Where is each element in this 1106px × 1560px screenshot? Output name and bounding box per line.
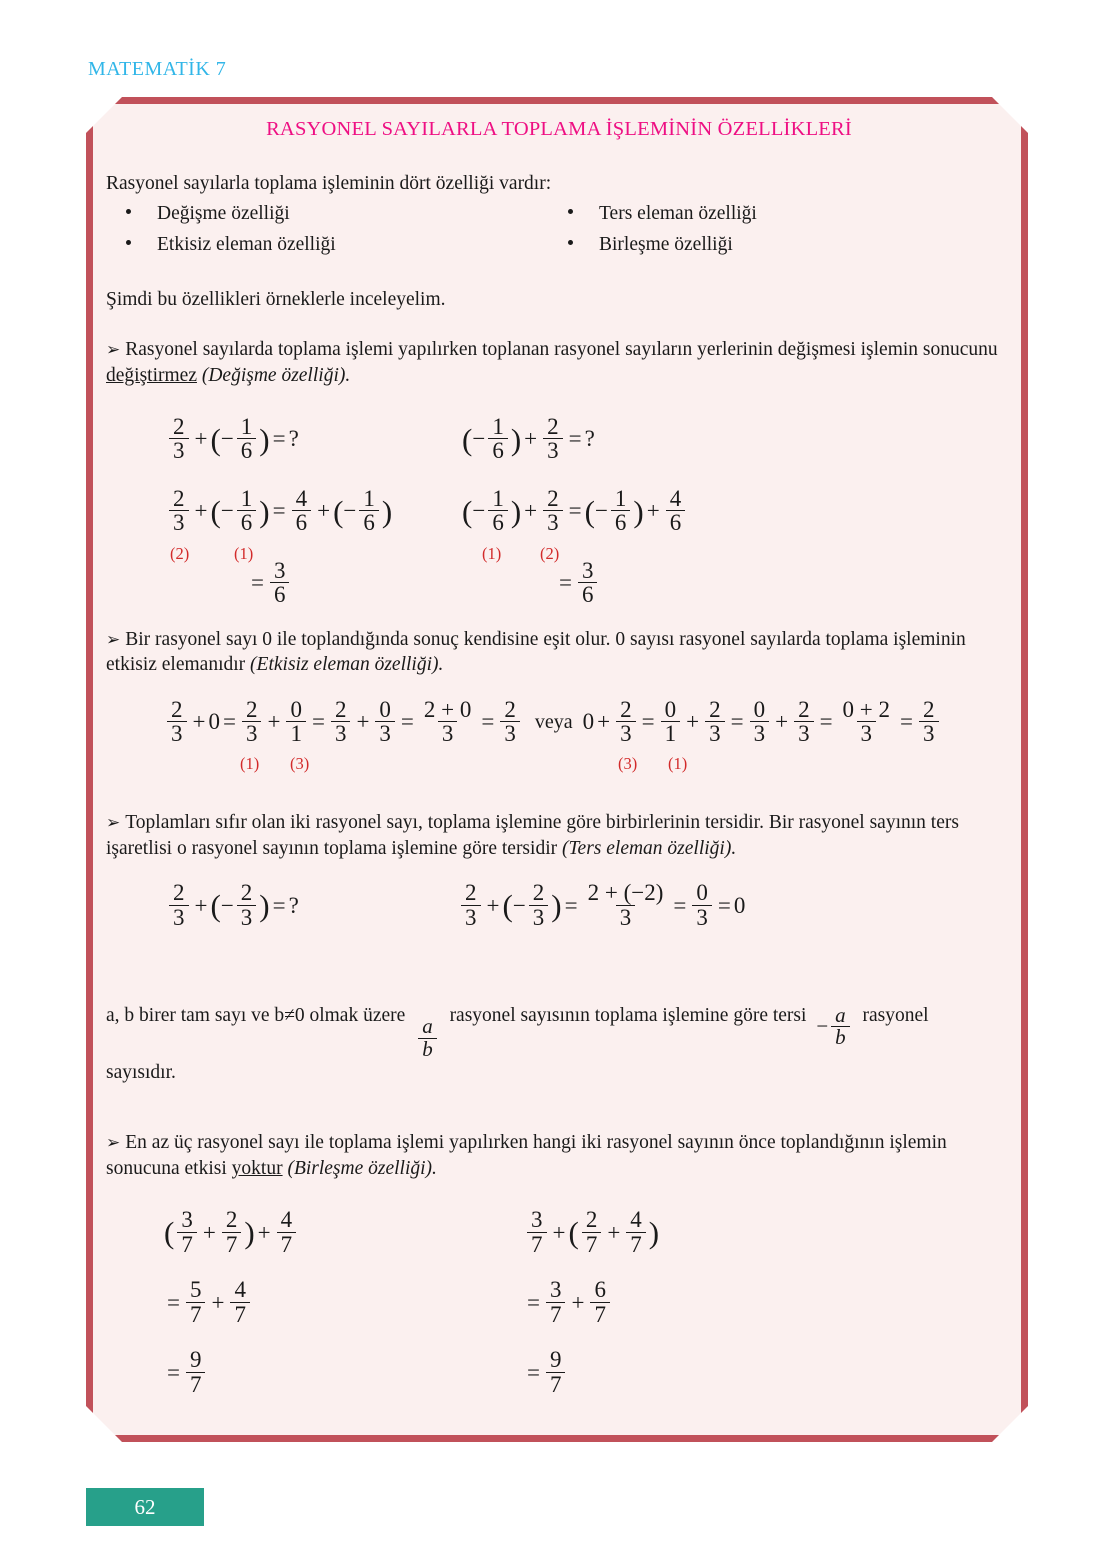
operator-plus: + [194,892,208,918]
operator-plus: + [524,425,538,451]
frac-num: 2 [620,696,632,722]
frac-num: 2 [245,696,258,722]
equation-associative-right-3 [524,1348,568,1396]
step-marker: (1) [668,753,688,773]
ab-rule-part4: sayısıdır. [106,1062,176,1084]
frac-den: 7 [186,1372,206,1396]
ab-rule-part1: a, b birer tam sayı ve b≠0 olmak üzere [106,1005,406,1027]
operator-plus: + [202,1219,216,1245]
list-item [126,234,336,256]
frac-den: b [831,1026,850,1048]
step-marker: (1) [482,543,502,563]
operator-equals: = [559,569,572,595]
frac-den: b [418,1038,437,1060]
equation-identity-left [164,698,942,746]
ab-rule-paragraph [106,1003,1012,1086]
equation-commutative-right-3 [556,559,600,607]
equation-commutative-left-3 [248,559,292,607]
frac-num: 2 [173,485,185,511]
section-2-tag: (Etkisiz eleman özelliği). [250,654,444,676]
list-item-label: Birleşme özelliği [599,234,733,256]
operator-equals: = [167,1289,180,1315]
list-item-label: Ters eleman özelliği [599,203,757,225]
operator-plus: + [257,1219,271,1245]
list-item [568,203,757,225]
frac-den: 6 [611,510,631,534]
frac-den: 7 [177,1232,197,1256]
question-mark: ? [288,425,299,451]
operator-equals: = [568,425,582,451]
frac-den: 3 [237,905,257,929]
equation-inverse-left [166,881,299,929]
paren-right: ) [648,1215,660,1251]
section-3-tag: (Ters eleman özelliği). [561,837,737,859]
operator-minus: − [594,497,608,523]
equation-associative-right-2 [524,1278,613,1326]
equation-associative-left-1 [164,1208,299,1256]
frac-den: 3 [461,905,481,929]
operator-equals: = [564,892,578,918]
frac-num: 4 [669,485,682,511]
frac-num: 2 [225,1207,238,1233]
frac-num: 3 [581,557,594,583]
frac-num: 2 [547,485,559,511]
step-marker: (2) [540,543,560,563]
frac-num: 2 [798,696,810,722]
frac-den: 6 [488,438,508,462]
operator-plus: + [356,709,370,735]
frac-num: 2 [504,696,516,722]
question-mark: ? [288,892,299,918]
operator-equals: = [272,892,286,918]
paren-left: ( [164,1215,175,1251]
operator-plus: + [194,425,208,451]
arrow-bullet-icon: ➢ [106,339,121,359]
paren-right: ) [259,421,270,457]
frac-den: 3 [529,905,549,929]
operator-equals: = [900,709,914,735]
frac-den: 7 [527,1232,547,1256]
frac-num: 3 [181,1207,193,1233]
number-zero: 0 [208,709,220,735]
frac-den: 7 [626,1232,646,1256]
frac-den: 6 [237,438,257,462]
section-3-paragraph [106,810,1012,862]
operator-minus: − [816,1014,829,1039]
frac-den: 3 [500,721,520,745]
frac-num: 2 [923,696,935,722]
section-1-underlined: değiştirmez [106,364,197,386]
frac-den: 6 [359,510,379,534]
equation-inverse-right [458,881,745,929]
running-head: MATEMATİK 7 [88,58,227,80]
step-marker: (3) [618,753,638,773]
frac-num: 0 [753,696,766,722]
operator-equals: = [730,709,744,735]
frac-num: 2 [240,880,253,906]
frac-den: 3 [616,905,636,929]
frac-num: 0 [664,696,677,722]
frac-den: 3 [616,721,636,745]
frac-den: 7 [546,1302,566,1326]
operator-plus: + [194,497,208,523]
operator-plus: + [775,709,789,735]
operator-equals: = [481,709,495,735]
frac-num: 9 [549,1347,562,1373]
operator-equals: = [527,1289,540,1315]
frac-den: 3 [543,438,563,462]
frac-den: 7 [277,1232,297,1256]
operator-plus: + [524,497,538,523]
operator-equals: = [527,1359,540,1385]
operator-equals: = [272,497,286,523]
operator-equals: = [400,709,414,735]
operator-minus: − [220,425,234,451]
frac-num: 1 [492,413,504,439]
section-2-paragraph [106,627,1012,679]
question-mark: ? [584,425,595,451]
operator-equals: = [641,709,655,735]
ab-rule-part3: rasyonel [862,1005,929,1027]
paren-right: ) [259,493,270,529]
equation-commutative-right-1 [462,415,595,463]
frac-den: 3 [331,721,351,745]
frac-num: 2 + (−2) [587,880,664,906]
frac-den: 6 [578,582,598,606]
frac-num: 3 [273,557,286,583]
identity-equations [106,698,1012,790]
operator-minus: − [343,497,357,523]
operator-plus: + [552,1219,566,1245]
frac-den: 3 [167,721,187,745]
frac-den: 1 [286,721,306,745]
frac-num: 1 [240,413,253,439]
paren-left: ( [462,421,473,457]
frac-num: 0 [696,880,708,906]
step-marker: (1) [234,543,254,563]
section-2-text: Bir rasyonel sayı 0 ile toplandığında sonuç kendisine eşit olur. 0 sayısı rasyonel sayılarda toplama işleminin etkisiz elemanıdır [106,628,966,676]
operator-equals: = [272,425,286,451]
operator-equals: = [167,1359,180,1385]
associative-equations [106,1208,1012,1418]
paren-right: ) [259,888,270,924]
page-title: RASYONEL SAYILARLA TOPLAMA İŞLEMİNİN ÖZELLİKLERİ [266,118,852,140]
operator-equals: = [819,709,833,735]
equation-associative-right-1 [524,1208,659,1256]
equation-commutative-left-1 [166,415,299,463]
operator-plus: + [267,709,281,735]
frac-num: 4 [280,1207,293,1233]
fraction-negative-a-over-b [816,1002,852,1050]
frac-num: 2 [173,413,185,439]
bullet-dot-icon [568,209,573,214]
list-item [126,203,290,225]
paren-left: ( [584,493,595,529]
section-4-text: En az üç rasyonel sayı ile toplama işlemi yapılırken hangi iki rasyonel sayının önce toplandığının işlemin sonucuna etkisi [106,1132,947,1180]
operator-minus: − [512,892,526,918]
arrow-bullet-icon: ➢ [106,812,121,832]
frac-den: 7 [546,1372,566,1396]
frac-num: 0 [379,696,391,722]
bullet-dot-icon [126,209,131,214]
operator-minus: − [472,425,486,451]
frac-den: 1 [661,721,681,745]
frac-num: 0 [290,696,302,722]
step-marker: (2) [170,543,190,563]
frac-den: 7 [590,1302,610,1326]
frac-num: 1 [240,485,253,511]
operator-equals: = [311,709,325,735]
paren-left: ( [333,493,344,529]
frac-den: 3 [242,721,262,745]
frac-num: 3 [531,1207,543,1233]
number-zero: 0 [733,892,746,918]
section-1-paragraph [106,337,1012,389]
paren-left: ( [568,1215,579,1251]
operator-equals: = [673,892,687,918]
intro-paragraph: Rasyonel sayılarla toplama işleminin dört özelliği vardır: [106,173,552,194]
paren-right: ) [551,888,562,924]
operator-equals: = [222,709,236,735]
operator-plus: + [646,497,660,523]
frac-den: 3 [169,438,189,462]
frac-num: 2 [171,696,183,722]
operator-plus: + [571,1289,585,1315]
bullet-dot-icon [568,240,573,245]
frac-num: 1 [492,485,504,511]
list-item-label: Değişme özelliği [157,203,290,225]
frac-den: 6 [666,510,686,534]
frac-num: 4 [630,1207,642,1233]
operator-plus: + [211,1289,225,1315]
operator-minus: − [220,497,234,523]
veya-label: veya [534,710,573,733]
frac-den: 3 [375,721,395,745]
frac-den: 3 [919,721,939,745]
operator-minus: − [220,892,234,918]
frac-num: 2 [709,696,721,722]
frac-den: 7 [186,1302,206,1326]
commutative-equations [106,411,1012,611]
frac-den: 3 [794,721,814,745]
operator-plus: + [192,709,206,735]
frac-num: 3 [549,1277,562,1303]
frac-den: 3 [169,510,189,534]
frac-num: 2 [532,880,545,906]
equation-associative-left-2 [164,1278,253,1326]
paren-right: ) [510,493,522,529]
frac-den: 3 [857,721,877,745]
frac-num: a [422,1014,433,1039]
frac-num: 2 + 0 [423,696,472,722]
section-4-tag: (Birleşme özelliği). [287,1158,437,1180]
frac-den: 7 [222,1232,242,1256]
frac-den: 7 [582,1232,602,1256]
equation-commutative-left-2 [166,487,392,535]
step-marker: (1) [240,753,260,773]
fraction-a-over-b [415,1016,440,1060]
inverse-equations [106,881,1012,951]
operator-plus: + [607,1219,621,1245]
frac-num: 5 [189,1277,202,1303]
frac-num: 0 + 2 [842,696,891,722]
arrow-bullet-icon: ➢ [106,1133,121,1153]
paren-right: ) [244,1215,255,1251]
operator-equals: = [251,569,264,595]
operator-plus: + [686,709,700,735]
frac-num: 1 [363,485,375,511]
paren-left: ( [210,421,221,457]
frac-den: 3 [169,905,189,929]
section-1-tag: (Değişme özelliği). [201,364,351,386]
paren-left: ( [210,493,221,529]
operator-plus: + [486,892,500,918]
frac-den: 3 [543,510,563,534]
section-4-underlined: yoktur [231,1158,283,1180]
section-1-text: Rasyonel sayılarda toplama işlemi yapılırken toplanan rasyonel sayıların yerlerinin değişmesi işlemin sonucunu [125,338,998,360]
frac-num: 2 [334,696,347,722]
equation-associative-left-3 [164,1348,208,1396]
section-3-text: Toplamları sıfır olan iki rasyonel sayı, toplama işlemine göre birbirlerinin tersidir. Bir rasyonel sayının ters işaretlisi o rasyonel sayının toplama işlemine göre tersidir [106,811,959,859]
frac-den: 7 [230,1302,250,1326]
frac-num: 2 [547,413,559,439]
frac-num: 4 [234,1277,246,1303]
simdi-paragraph: Şimdi bu özellikleri örneklerle inceleyelim. [106,289,446,311]
frac-den: 3 [705,721,725,745]
list-item-label: Etkisiz eleman özelliği [157,234,336,256]
operator-minus: − [472,497,486,523]
frac-num: a [835,1002,846,1027]
frac-num: 9 [189,1347,202,1373]
paren-right: ) [633,493,644,529]
paren-left: ( [462,493,473,529]
ab-rule-part2: rasyonel sayısının toplama işlemine göre tersi [449,1005,807,1027]
paren-right: ) [381,493,393,529]
paren-right: ) [510,421,522,457]
page-number-badge: 62 [86,1488,204,1526]
frac-den: 3 [750,721,770,745]
frac-den: 6 [270,582,290,606]
operator-plus: + [317,497,331,523]
operator-equals: = [568,497,582,523]
frac-num: 2 [465,880,477,906]
section-4-paragraph [106,1130,1012,1182]
page-content [106,112,1012,1418]
frac-den: 3 [692,905,712,929]
operator-plus: + [597,709,611,735]
bullet-dot-icon [126,240,131,245]
frac-den: 6 [488,510,508,534]
paren-left: ( [210,888,221,924]
frac-num: 2 [585,1207,598,1233]
equation-commutative-right-2 [462,487,688,535]
step-marker: (3) [290,753,310,773]
number-zero: 0 [582,709,595,735]
frac-num: 6 [594,1277,606,1303]
frac-den: 6 [237,510,257,534]
operator-equals: = [717,892,731,918]
frac-num: 1 [614,485,627,511]
frac-num: 2 [173,880,185,906]
arrow-bullet-icon: ➢ [106,629,121,649]
frac-den: 6 [292,510,312,534]
paren-left: ( [502,888,513,924]
property-list [106,203,1012,265]
list-item [568,234,733,256]
frac-num: 4 [295,485,308,511]
frac-den: 3 [438,721,458,745]
